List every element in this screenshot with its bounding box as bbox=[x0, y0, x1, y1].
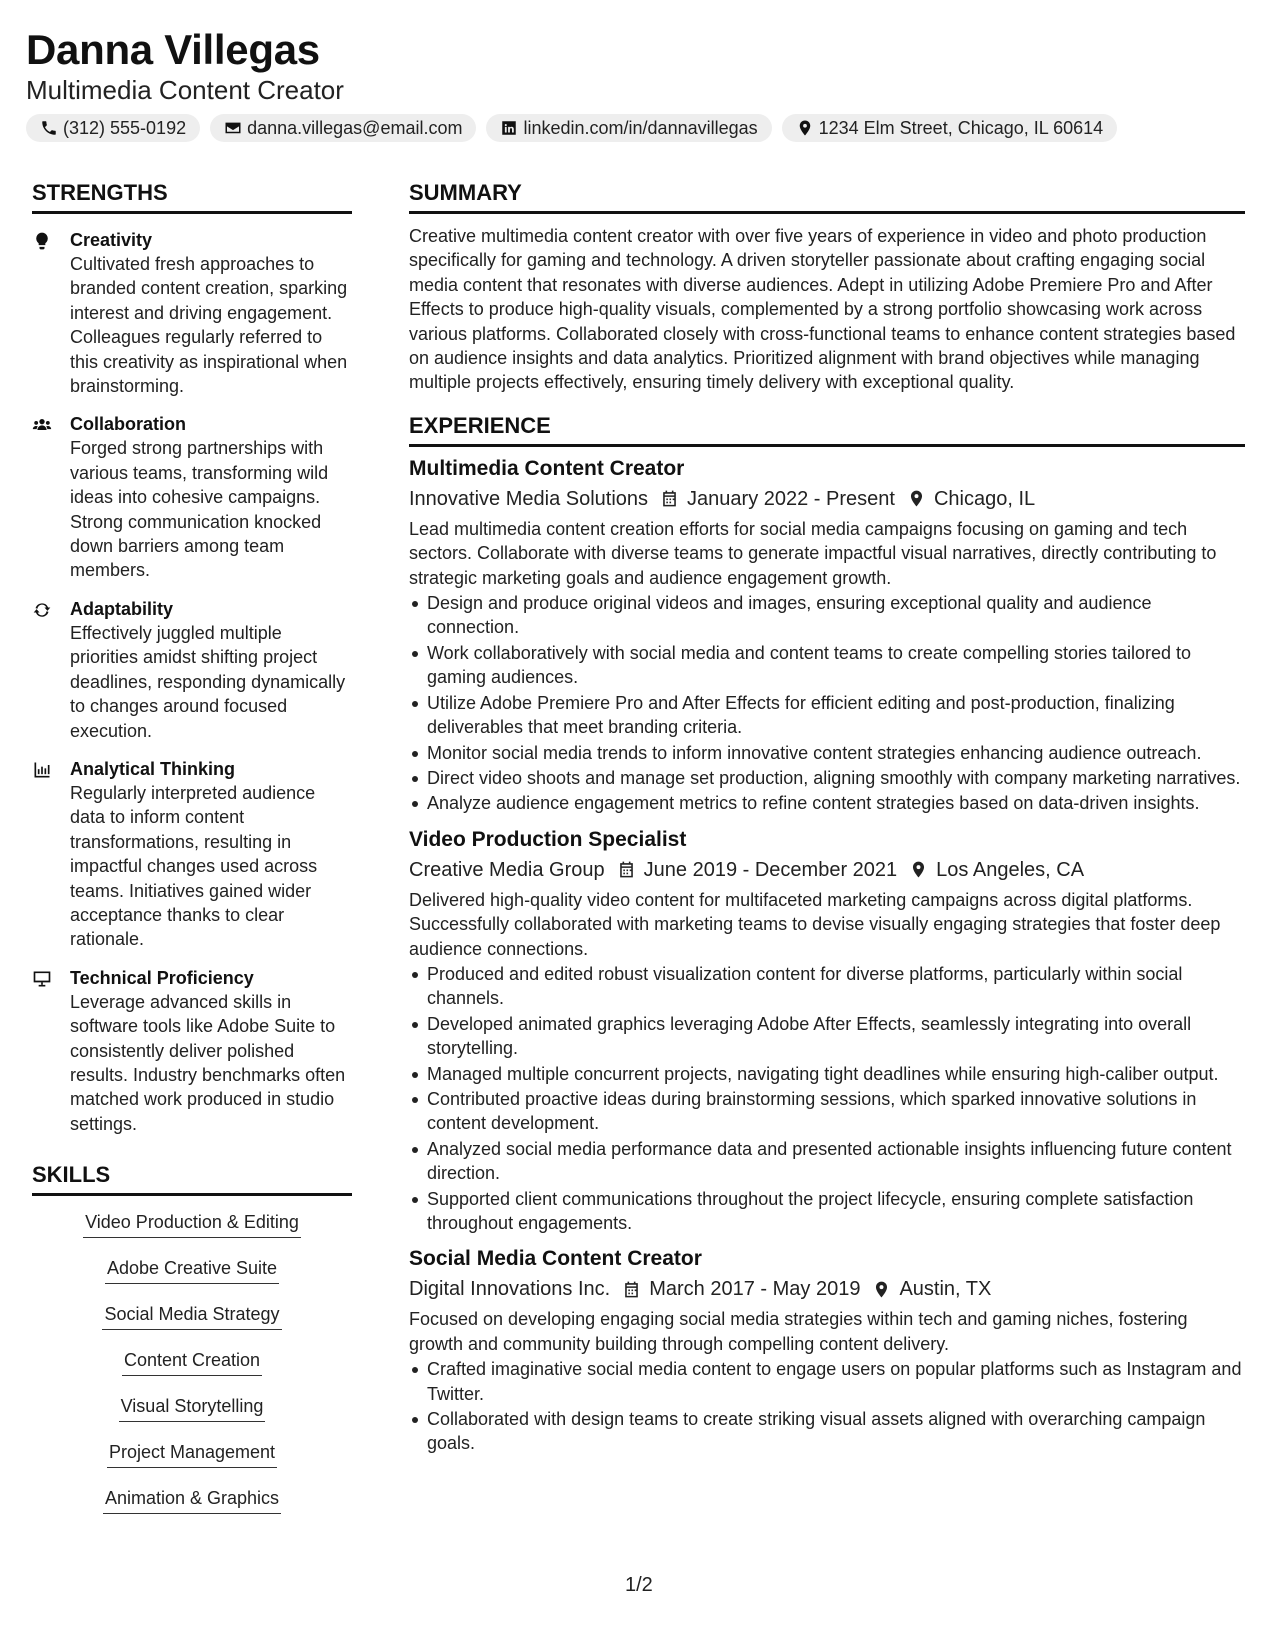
strength-desc: Regularly interpreted audience data to inform content transformations, resulting in impactful changes used across teams. Initiatives gained wider acceptance thanks to clear rationale. bbox=[70, 782, 318, 950]
contact-phone[interactable] bbox=[26, 114, 200, 142]
job-location: Chicago, IL bbox=[933, 487, 1036, 510]
strength-desc: Leverage advanced skills in software tools like Adobe Suite to consistently deliver polished results. Industry benchmarks often matched work produced in studio settings. bbox=[70, 991, 346, 1134]
job-title: Social Media Content Creator bbox=[409, 1247, 702, 1271]
bullet-item: Developed animated graphics leveraging Adobe After Effects, seamlessly integrating into overall storytelling. bbox=[409, 1012, 1245, 1061]
bullet-item: Work collaboratively with social media and content teams to create compelling stories tailored to gaming audiences. bbox=[409, 641, 1245, 690]
job-title: Multimedia Content Creator bbox=[409, 456, 685, 480]
monitor-icon bbox=[32, 969, 52, 989]
skills-heading: SKILLS bbox=[32, 1162, 352, 1196]
job-meta bbox=[409, 1274, 1245, 1304]
summary-heading: SUMMARY bbox=[409, 180, 1245, 214]
candidate-name: Danna Villegas bbox=[26, 26, 320, 73]
contact-linkedin[interactable] bbox=[486, 114, 771, 142]
bullet-item: Monitor social media trends to inform innovative content strategies enhancing audience outreach. bbox=[409, 741, 1245, 765]
job-entry bbox=[409, 1245, 1245, 1455]
strength-desc: Effectively juggled multiple priorities amidst shifting project deadlines, responding dynamically to changes around focused execution. bbox=[70, 622, 346, 741]
strength-title: Collaboration bbox=[70, 414, 186, 435]
bullet-item: Design and produce original videos and images, ensuring exceptional quality and audience connection. bbox=[409, 591, 1245, 640]
job-meta bbox=[409, 484, 1245, 514]
job-title: Video Production Specialist bbox=[409, 827, 687, 851]
calendar-icon bbox=[622, 1280, 641, 1299]
strengths-heading: STRENGTHS bbox=[32, 180, 352, 214]
strength-desc: Forged strong partnerships with various teams, transforming wild ideas into cohesive campaigns. Strong communication knocked down barriers among team members. bbox=[70, 438, 329, 581]
calendar-icon bbox=[660, 489, 679, 508]
contact-email-text: danna.villegas@email.com bbox=[247, 117, 463, 138]
job-description: Focused on developing engaging social media strategies within tech and gaming niches, fostering growth and community building through compelling content delivery. bbox=[409, 1309, 1188, 1354]
strength-title: Analytical Thinking bbox=[70, 758, 236, 779]
summary-text: Creative multimedia content creator with over five years of experience in video and photo production specifically for gaming and technology. A driven storyteller passionate about crafting engaging social media content that resonates with diverse audiences. Adept in utilizing Adobe Premiere Pro and After Effects to produce high-quality visuals, complemented by a strong portfolio showcasing work across various platforms. Collaborated closely with cross-functional teams to enhance content strategies based on audience insights and data analytics. Prioritized alignment with brand objectives while managing multiple projects effectively, ensuring timely delivery with exceptional quality. bbox=[409, 226, 1236, 393]
bullet-item: Produced and edited robust visualization content for diverse platforms, particularly within social channels. bbox=[409, 962, 1245, 1011]
strength-title: Technical Proficiency bbox=[70, 967, 254, 988]
bullet-item: Utilize Adobe Premiere Pro and After Effects for efficient editing and post-production, finalizing deliverables that meet branding criteria. bbox=[409, 691, 1245, 740]
job-bullets bbox=[409, 591, 1245, 816]
map-pin-icon bbox=[796, 119, 814, 137]
strength-item bbox=[32, 966, 352, 1136]
envelope-icon bbox=[224, 119, 242, 137]
job-location: Los Angeles, CA bbox=[936, 858, 1085, 881]
skill-item: Content Creation bbox=[122, 1346, 262, 1376]
skills-list bbox=[32, 1208, 352, 1530]
calendar-icon bbox=[617, 860, 636, 879]
contact-linkedin-text: linkedin.com/in/dannavillegas bbox=[523, 117, 758, 138]
strength-item bbox=[32, 757, 352, 952]
strength-item bbox=[32, 412, 352, 582]
strength-item bbox=[32, 597, 352, 743]
right-column bbox=[409, 180, 1245, 1457]
job-location: Austin, TX bbox=[899, 1278, 992, 1301]
job-entry bbox=[409, 455, 1245, 816]
left-column bbox=[32, 180, 352, 1530]
bullet-item: Crafted imaginative social media content to engage users on popular platforms such as Instagram and Twitter. bbox=[409, 1357, 1245, 1406]
skill-item: Project Management bbox=[107, 1438, 277, 1468]
bullet-item: Managed multiple concurrent projects, navigating tight deadlines while ensuring high-caliber output. bbox=[409, 1062, 1245, 1086]
skill-item: Video Production & Editing bbox=[83, 1208, 301, 1238]
candidate-title: Multimedia Content Creator bbox=[26, 75, 344, 105]
job-company: Creative Media Group bbox=[409, 858, 605, 881]
job-dates: January 2022 - Present bbox=[687, 487, 895, 510]
job-meta bbox=[409, 855, 1245, 885]
experience-heading: EXPERIENCE bbox=[409, 413, 1245, 447]
bullet-item: Analyzed social media performance data and presented actionable insights influencing future content direction. bbox=[409, 1137, 1245, 1186]
job-bullets bbox=[409, 962, 1245, 1235]
job-company: Digital Innovations Inc. bbox=[409, 1278, 611, 1301]
resume-header bbox=[26, 26, 344, 106]
contact-address-text: 1234 Elm Street, Chicago, IL 60614 bbox=[818, 117, 1104, 138]
contact-phone-text: (312) 555-0192 bbox=[63, 117, 187, 138]
bar-chart-icon bbox=[32, 760, 52, 780]
job-dates: March 2017 - May 2019 bbox=[649, 1278, 861, 1301]
contact-email[interactable] bbox=[210, 114, 476, 142]
skill-item: Visual Storytelling bbox=[119, 1392, 266, 1422]
users-icon bbox=[32, 415, 52, 435]
strength-title: Creativity bbox=[70, 230, 153, 250]
map-pin-icon bbox=[872, 1280, 891, 1299]
bullet-item: Direct video shoots and manage set production, aligning smoothly with company marketing narratives. bbox=[409, 766, 1245, 790]
bullet-item: Analyze audience engagement metrics to refine content strategies based on data-driven insights. bbox=[409, 791, 1245, 815]
bullet-item: Supported client communications throughout the project lifecycle, ensuring complete satisfaction throughout engagements. bbox=[409, 1187, 1245, 1236]
strength-item bbox=[32, 228, 352, 398]
job-entry bbox=[409, 826, 1245, 1236]
map-pin-icon bbox=[907, 489, 926, 508]
bullet-item: Collaborated with design teams to create striking visual assets aligned with overarching campaign goals. bbox=[409, 1407, 1245, 1456]
linkedin-icon bbox=[500, 119, 518, 137]
contact-bar bbox=[26, 114, 1117, 142]
lightbulb-icon bbox=[32, 231, 52, 251]
job-description: Delivered high-quality video content for multifaceted marketing campaigns across digital platforms. Successfully collaborated with marketing teams to devise visually engaging strategies that foster deep audience connections. bbox=[409, 889, 1221, 959]
strength-title: Adaptability bbox=[70, 598, 174, 619]
job-dates: June 2019 - December 2021 bbox=[643, 858, 898, 881]
skill-item: Animation & Graphics bbox=[103, 1484, 281, 1514]
bullet-item: Contributed proactive ideas during brainstorming sessions, which sparked innovative solutions in content development. bbox=[409, 1087, 1245, 1136]
contact-address[interactable] bbox=[782, 114, 1118, 142]
skill-item: Social Media Strategy bbox=[102, 1300, 281, 1330]
job-bullets bbox=[409, 1357, 1245, 1456]
phone-icon bbox=[40, 119, 58, 137]
sync-icon bbox=[32, 600, 52, 620]
job-company: Innovative Media Solutions bbox=[409, 487, 649, 510]
experience-section bbox=[409, 413, 1245, 1456]
page-number: 1/2 bbox=[625, 1574, 653, 1596]
map-pin-icon bbox=[909, 860, 928, 879]
skill-item: Adobe Creative Suite bbox=[105, 1254, 279, 1284]
strength-desc: Cultivated fresh approaches to branded content creation, sparking interest and driving engagement. Colleagues regularly referred to this creativity as inspirational when brainstorming. bbox=[70, 254, 348, 397]
job-description: Lead multimedia content creation efforts for social media campaigns focusing on gaming and tech sectors. Collaborate with diverse teams to generate impactful visual narratives, directly contributing to strategic marketing goals and audience engagement growth. bbox=[409, 518, 1217, 588]
